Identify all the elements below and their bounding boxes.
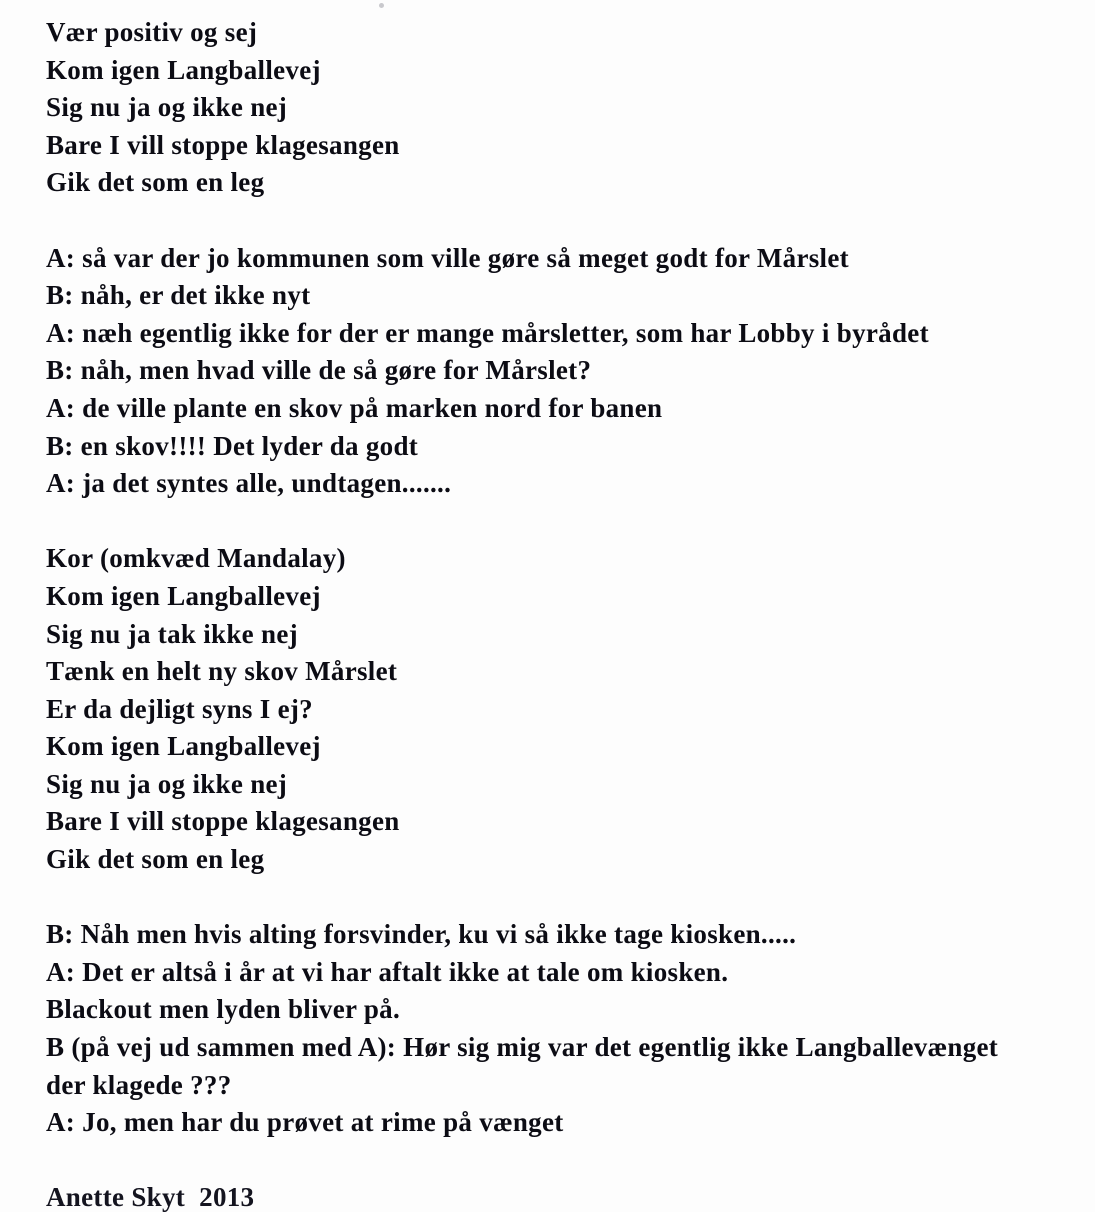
text-line: Sig nu ja og ikke nej xyxy=(46,768,288,799)
text-line: A: ja det syntes alle, undtagen....... xyxy=(46,468,452,499)
text-line: B: nåh, er det ikke nyt xyxy=(46,280,311,311)
stanza-dialogue-2 xyxy=(46,916,998,1142)
text-line: Bare I vill stoppe klagesangen xyxy=(46,806,400,837)
text-line: Er da dejligt syns I ej? xyxy=(46,693,313,724)
text-line: Gik det som en leg xyxy=(46,844,265,875)
text-line: Blackout men lyden bliver på. xyxy=(46,994,400,1025)
text-line: Kom igen Langballevej xyxy=(46,580,321,611)
text-line: A: så var der jo kommunen som ville gøre så meget godt for Mårslet xyxy=(46,242,849,273)
text-line: Gik det som en leg xyxy=(46,167,265,198)
text-line: Sig nu ja tak ikke nej xyxy=(46,618,298,649)
lyrics-text-block xyxy=(46,14,998,1212)
text-line: Vær positiv og sej xyxy=(46,17,258,47)
text-line: Sig nu ja og ikke nej xyxy=(46,92,288,123)
text-line: A: Det er altså i år at vi har aftalt ikke at tale om kiosken. xyxy=(46,956,729,987)
text-line: Kor (omkvæd Mandalay) xyxy=(46,543,346,574)
stanza-dialogue-1 xyxy=(46,240,998,503)
author-credit: Anette Skyt 2013 xyxy=(46,1182,255,1212)
text-line: B (på vej ud sammen med A): Hør sig mig var det egentlig ikke Langballevænget xyxy=(46,1032,999,1063)
text-line: B: nåh, men hvad ville de så gøre for Mårslet? xyxy=(46,355,592,386)
scan-artifact-speck xyxy=(379,3,384,8)
text-line: Bare I vill stoppe klagesangen xyxy=(46,129,400,160)
text-line: A: Jo, men har du prøvet at rime på vænget xyxy=(46,1107,564,1138)
text-line: der klagede ??? xyxy=(46,1069,232,1100)
text-line: B: Nåh men hvis alting forsvinder, ku vi så ikke tage kiosken..... xyxy=(46,919,797,950)
text-line: A: de ville plante en skov på marken nord for banen xyxy=(46,392,663,423)
text-line: Tænk en helt ny skov Mårslet xyxy=(46,656,398,687)
text-line: B: en skov!!!! Det lyder da godt xyxy=(46,430,419,461)
stanza-verse-intro xyxy=(46,14,998,202)
stanza-chorus xyxy=(46,540,998,878)
text-line: A: næh egentlig ikke for der er mange mårsletter, som har Lobby i byrådet xyxy=(46,317,929,348)
text-line: Kom igen Langballevej xyxy=(46,54,321,85)
text-line: Kom igen Langballevej xyxy=(46,731,321,762)
